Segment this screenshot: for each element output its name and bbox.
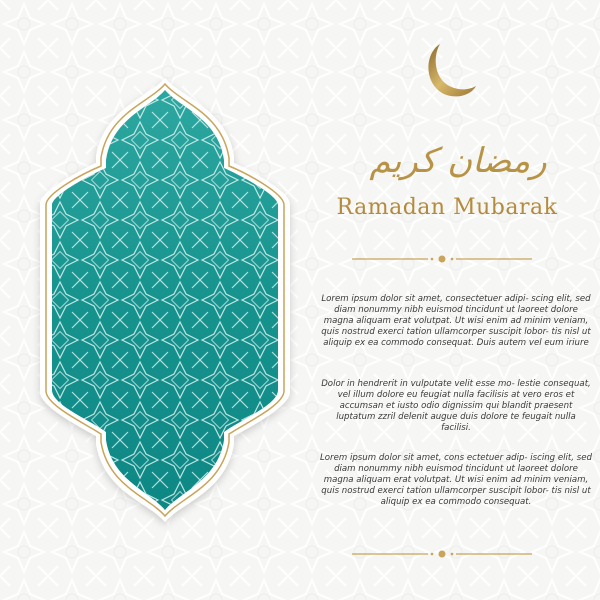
crescent-moon-icon (418, 40, 478, 102)
body-paragraph-2: Dolor in hendrerit in vulputate velit esse mo- lestie consequat, vel illum dolore eu feugiat nulla facilisis at vero eros et accumsan et iusto odio dignissim qui blandit praesent luptatum zzril delenit augue duis dolore te feugait nulla facilisi. (321, 379, 591, 433)
body-paragraph-3: Lorem ipsum dolor sit amet, cons ectetuer adip- iscing elit, sed diam nonummy nibh euismod tincidunt ut laoreet dolore magna aliquam erat volutpat. Ut wisi enim ad minim veniam, quis nostrud exerci tation ullamcorper suscipit lobor- tis nisl ut aliquip ex ea commodo consequat. (320, 453, 592, 507)
body-paragraph-1: Lorem ipsum dolor sit amet, consectetuer adipi- scing elit, sed diam nonummy nibh euismod tincidunt ut laoreet dolore magna aliquam erat volutpat. Ut wisi enim ad minim veniam, quis nostrud exerci tation ullamcorper suscipit lobor- tis nisl ut aliquip ex ea commodo consequat. Duis autem vel eum iriure (321, 294, 591, 348)
top-ornament-divider (350, 253, 534, 265)
ramadan-mubarak-title: Ramadan Mubarak (336, 195, 558, 220)
bottom-ornament-divider (350, 548, 534, 560)
arabic-calligraphy: رمضان كريم (369, 141, 547, 181)
